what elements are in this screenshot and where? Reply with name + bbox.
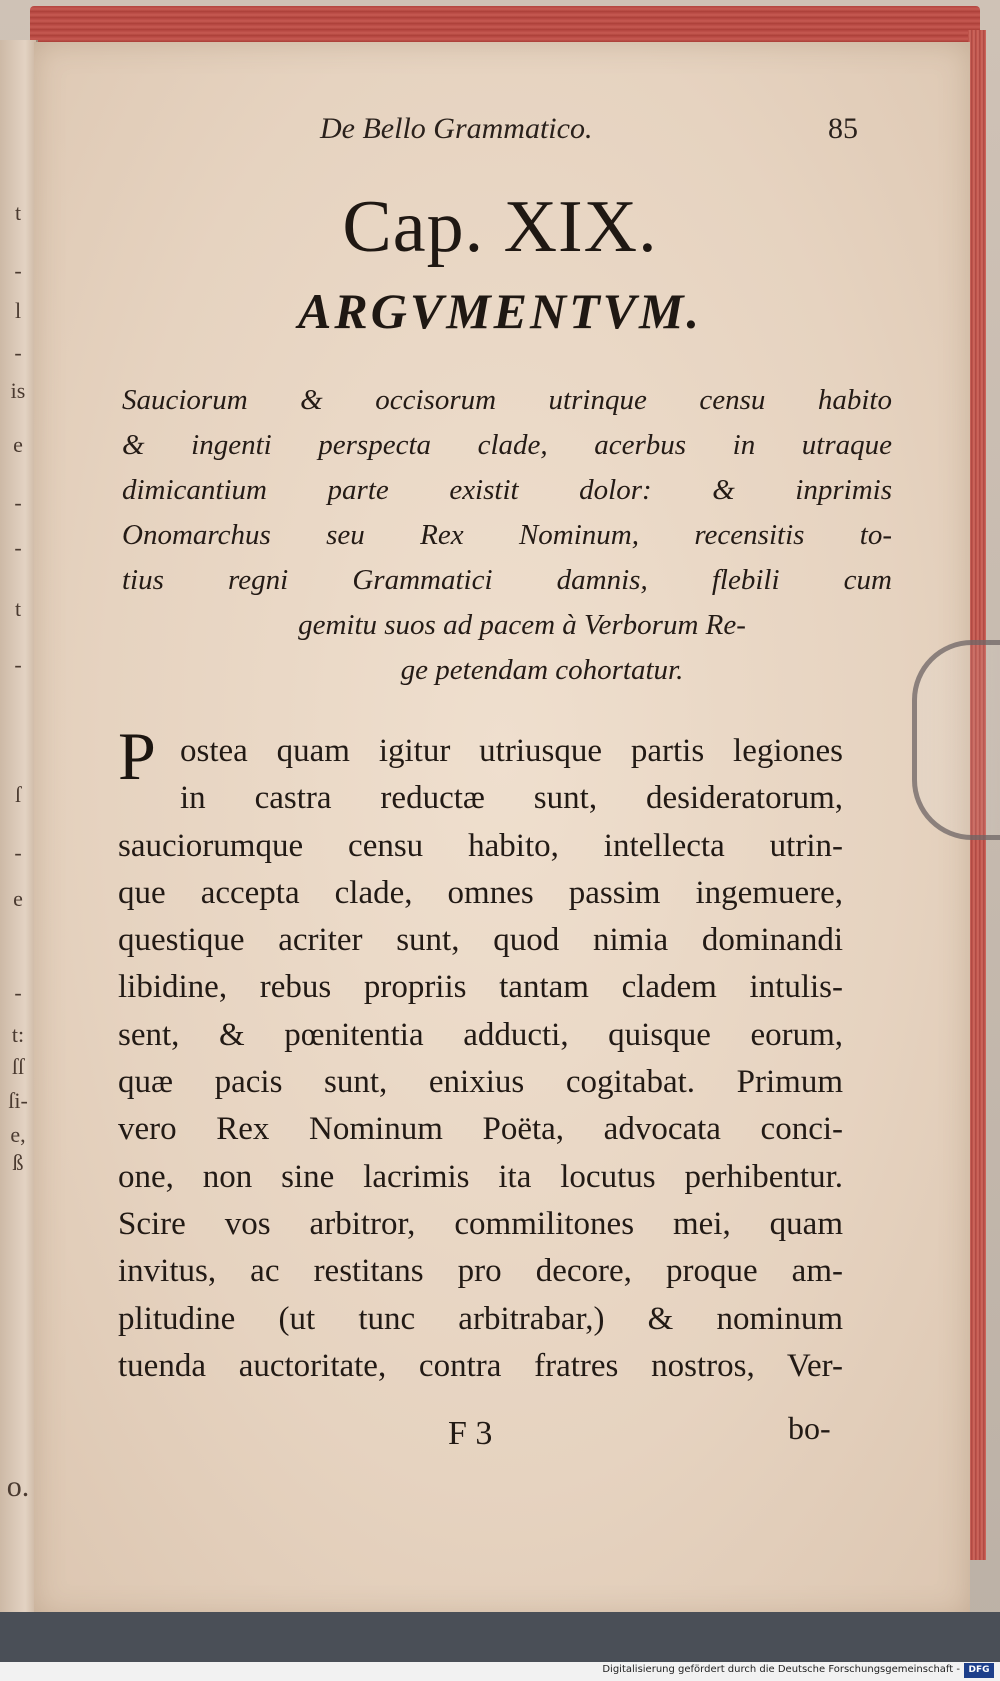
summary-line: tius regni Grammatici damnis, flebili cum bbox=[122, 564, 892, 596]
margin-fragment: - bbox=[14, 980, 22, 1005]
margin-fragment: - bbox=[14, 652, 22, 677]
page-header bbox=[320, 112, 880, 152]
margin-fragment: - bbox=[14, 340, 22, 365]
margin-fragment: t bbox=[14, 200, 22, 225]
summary-line: & ingenti perspecta clade, acerbus in utraque bbox=[122, 429, 892, 461]
footer-credit: Digitalisierung gefördert durch die Deutsche Forschungsgemeinschaft - bbox=[602, 1664, 960, 1675]
dfg-logo: DFG bbox=[964, 1663, 994, 1678]
running-head: De Bello Grammatico. bbox=[320, 112, 593, 145]
body-line: Scire vos arbitror, commilitones mei, quam bbox=[118, 1205, 843, 1242]
margin-fragment: e, bbox=[10, 1122, 26, 1147]
body-line: vero Rex Nominum Poëta, advocata conci- bbox=[118, 1111, 843, 1148]
margin-fragment: l bbox=[14, 298, 22, 323]
margin-fragment: - bbox=[14, 258, 22, 283]
body-line: que accepta clade, omnes passim ingemuere, bbox=[118, 874, 843, 911]
margin-fragment: ſ bbox=[14, 782, 22, 807]
facing-page-edge bbox=[0, 40, 38, 1615]
margin-fragment: t bbox=[14, 596, 22, 621]
drop-cap: P bbox=[118, 718, 156, 794]
summary-line: Onomarchus seu Rex Nominum, recensitis to- bbox=[122, 519, 892, 551]
summary-line: Sauciorum & occisorum utrinque censu habito bbox=[122, 384, 892, 416]
page-number: 85 bbox=[828, 112, 858, 145]
body-line: ostea quam igitur utriusque partis legiones bbox=[180, 733, 843, 769]
margin-fragment: ſſ bbox=[11, 1054, 25, 1079]
margin-fragment: o. bbox=[6, 1470, 30, 1503]
scan-bottom-strip bbox=[0, 1612, 1000, 1662]
body-line: quæ pacis sunt, enixius cogitabat. Primum bbox=[118, 1064, 843, 1101]
body-line: questique acriter sunt, quod nimia dominandi bbox=[118, 922, 843, 959]
body-line: plitudine (ut tunc arbitrabar,) & nominum bbox=[118, 1300, 843, 1337]
body-line: sauciorumque censu habito, intellecta utrin- bbox=[118, 827, 843, 864]
margin-fragment: is bbox=[10, 378, 26, 403]
argumentum-heading: ARGVMENTVM. bbox=[298, 283, 702, 339]
body-line: in castra reductæ sunt, desideratorum, bbox=[180, 780, 843, 817]
body-text bbox=[118, 728, 843, 1390]
chapter-summary bbox=[122, 378, 892, 693]
summary-line: gemitu suos ad pacem à Verborum Re- bbox=[298, 609, 746, 641]
margin-fragment: ß bbox=[12, 1150, 24, 1175]
summary-line: dimicantium parte existit dolor: & inprimis bbox=[122, 474, 892, 506]
summary-line: ge petendam cohortatur. bbox=[400, 654, 684, 686]
signature-mark: F 3 bbox=[448, 1415, 493, 1452]
body-line: libidine, rebus propriis tantam cladem intulis- bbox=[118, 969, 843, 1006]
chapter-title: Cap. XIX. bbox=[342, 186, 658, 268]
margin-fragment: e bbox=[13, 432, 23, 457]
eyeglasses-reflection bbox=[912, 640, 1000, 840]
margin-fragment: t: bbox=[11, 1022, 25, 1047]
margin-fragment: - bbox=[14, 840, 22, 865]
body-line: sent, & pœnitentia adducti, quisque eorum, bbox=[118, 1016, 843, 1053]
body-line: one, non sine lacrimis ita locutus perhibentur. bbox=[118, 1158, 843, 1195]
catchword: bo- bbox=[788, 1410, 831, 1446]
margin-fragment: - bbox=[14, 535, 22, 560]
body-line: invitus, ac restitans pro decore, proque am- bbox=[118, 1253, 843, 1290]
margin-fragment: - bbox=[14, 490, 22, 515]
body-line: tuenda auctoritate, contra fratres nostros, Ver- bbox=[118, 1347, 843, 1384]
margin-fragment: e bbox=[13, 886, 23, 911]
margin-fragment: ſi- bbox=[8, 1088, 28, 1113]
